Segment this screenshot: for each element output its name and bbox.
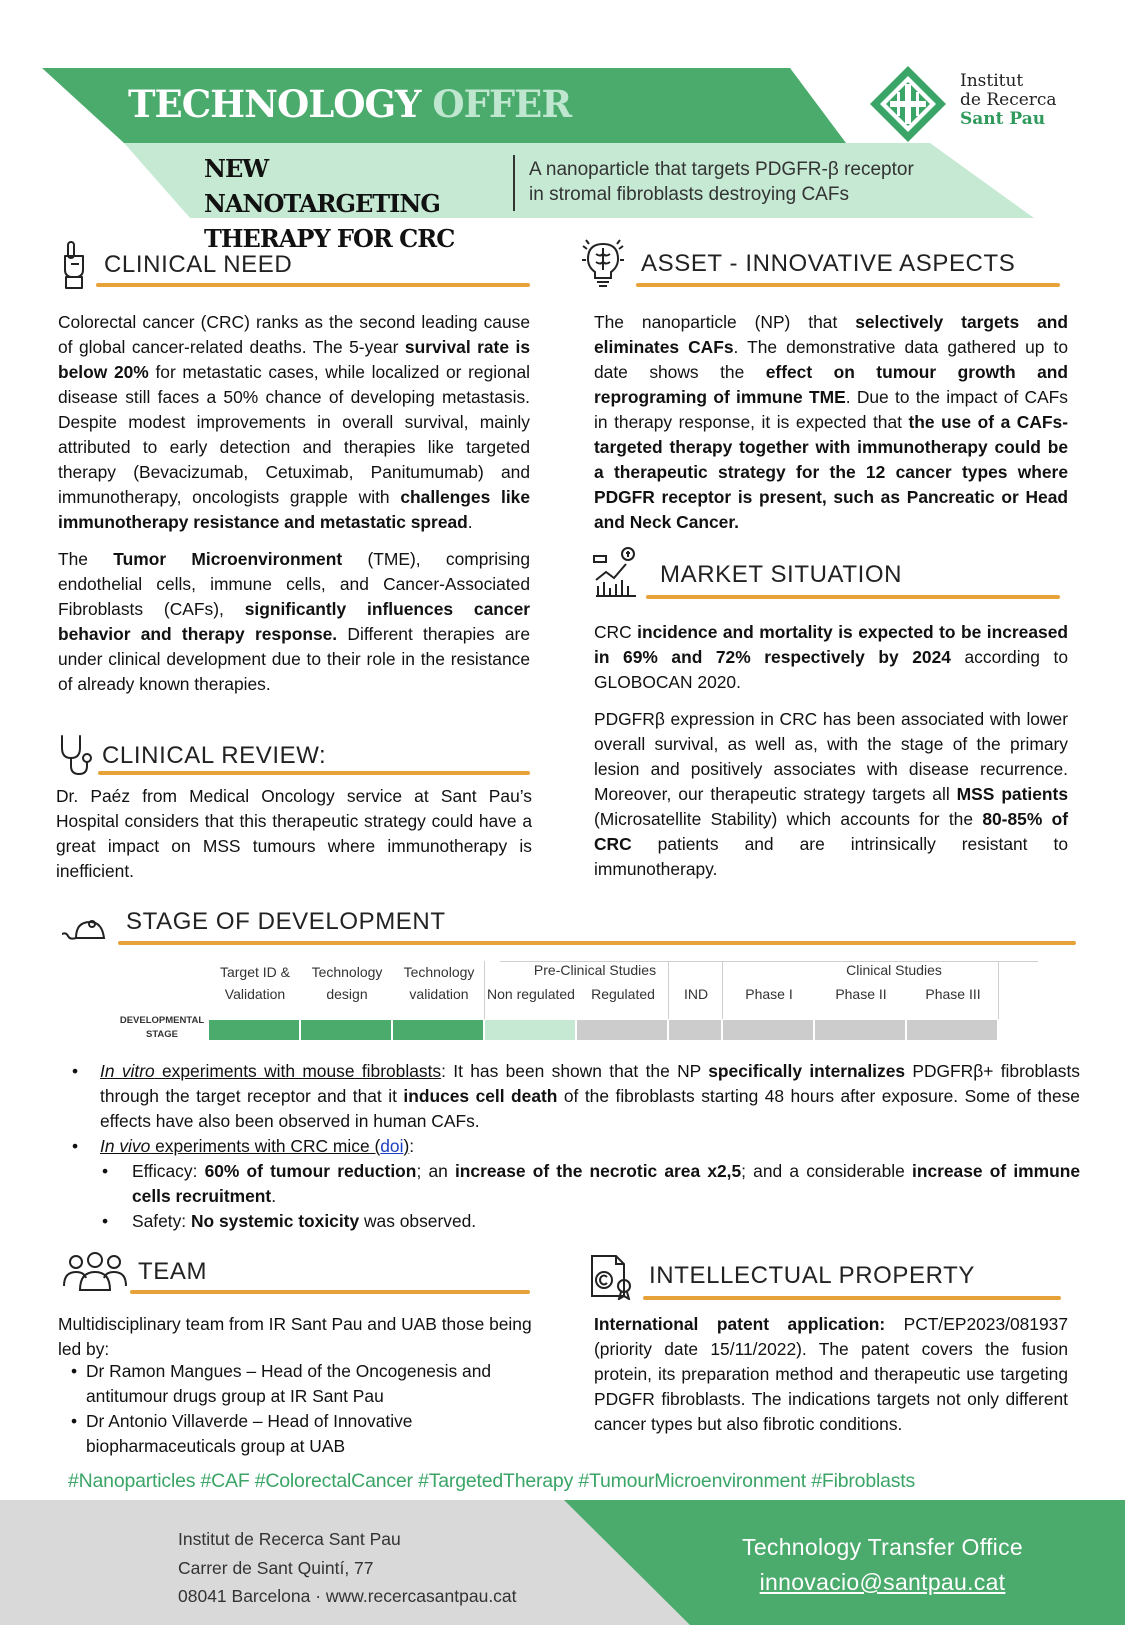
stage-progress-cell <box>669 1020 721 1040</box>
footer-address: Institut de Recerca Sant Pau Carrer de Sant Quintí, 77 08041 Barcelona · www.recercasantpau.cat <box>178 1525 517 1611</box>
stage-column-label: Phase III <box>925 986 981 1002</box>
website-link[interactable]: 08041 Barcelona · www.recercasantpau.cat <box>178 1586 517 1606</box>
stage-progress-cell <box>393 1020 483 1040</box>
ip-p1: International patent application: PCT/EP2023/081937 (priority date 15/11/2022). The patent covers the fusion protein, its preparation method and therapeutic use targeting PDGFR fibroblasts. The indications targets not only different cancer types but also fibrotic conditions. <box>594 1314 1068 1434</box>
stage-rule <box>118 941 1076 945</box>
asset-p1: The nanoparticle (NP) that selectively targets and eliminates CAFs. The demonstrative data gathered up to date shows the effect on tumour growth and reprograming of immune TME. Due to the impact of CAFs in therapy response, it is expected that the use of a CAFs-targeted therapy together with immunotherapy could be a therapeutic strategy for the 12 cancer types where PDGFR receptor is present, such as Pancreatic or Head and Neck Cancer. <box>594 312 1069 532</box>
brain-bulb-icon <box>580 238 626 288</box>
stage-heading: STAGE OF DEVELOPMENT <box>126 908 446 935</box>
ip-rule <box>643 1296 1061 1300</box>
stage-progress-cell <box>907 1020 997 1040</box>
team-intro: Multidisciplinary team from IR Sant Pau and UAB those being led by: <box>58 1314 532 1359</box>
stage-evidence-list <box>70 1059 1080 1234</box>
team-rule <box>130 1290 530 1294</box>
stage-group-divider <box>722 961 723 1019</box>
clinical-review-heading: CLINICAL REVIEW: <box>102 742 327 769</box>
stage-group-divider <box>668 961 669 1019</box>
list-item: • In vitro experiments with mouse fibroblasts: It has been shown that the NP specifically internalizes PDGFRβ+ fibroblasts through the target receptor and that it induces cell death of the fibroblasts starting 48 hours after exposure. Some of these effects have also been observed in human CAFs. <box>70 1059 1080 1134</box>
office-name: Technology Transfer Office <box>742 1534 1023 1560</box>
clinical-review-text <box>56 784 532 884</box>
stethoscope-icon <box>58 734 94 776</box>
stage-column-label: Technology design <box>311 964 383 1002</box>
team-heading: TEAM <box>138 1258 208 1285</box>
subtitle-divider <box>513 155 515 211</box>
hashtags: #Nanoparticles #CAF #ColorectalCancer #TargetedTherapy #TumourMicroenvironment #Fibroblasts <box>68 1470 916 1492</box>
market-chart-icon <box>592 546 638 598</box>
sant-pau-logo-icon <box>868 64 948 144</box>
technology-summary: A nanoparticle that targets PDGFR-β receptor in stromal fibroblasts destroying CAFs <box>529 159 914 205</box>
stage-group-divider <box>484 961 485 1019</box>
clinical-need-heading: CLINICAL NEED <box>104 251 293 278</box>
stage-group-divider <box>998 961 999 1019</box>
stage-progress-cell <box>815 1020 905 1040</box>
team-member: • Dr Ramon Mangues – Head of the Oncogenesis and antitumour drugs group at IR Sant Pau <box>68 1359 538 1409</box>
list-item: • Efficacy: 60% of tumour reduction; an increase of the necrotic area x2,5; and a considerable increase of immune cells recruitment. <box>70 1159 1080 1209</box>
market-p2: PDGFRβ expression in CRC has been associated with lower overall survival, as well as, with the stage of the primary lesion and positively associates with disease recurrence. Moreover, our therapeutic strategy targets all MSS patients (Microsatellite Stability) which accounts for the 80-85% of CRC patients and are intrinsically resistant to immunotherapy. <box>594 709 1069 879</box>
stage-column-label: Regulated <box>591 986 655 1002</box>
stage-progress-cell <box>485 1020 575 1040</box>
stage-column-label: Phase II <box>835 986 887 1002</box>
market-p1: CRC incidence and mortality is expected to be increased in 69% and 72% respectively by 2024 according to GLOBOCAN 2020. <box>594 622 1068 692</box>
asset-heading: ASSET - INNOVATIVE ASPECTS <box>641 250 1016 277</box>
market-rule <box>646 595 1060 599</box>
page-title: TECHNOLOGY OFFER <box>128 82 572 126</box>
clinical-need-rule <box>96 283 530 287</box>
clinical-group-label: Clinical Studies <box>846 962 942 978</box>
stage-column-label: Non regulated <box>487 986 575 1002</box>
ip-text <box>594 1312 1068 1437</box>
institution-logo-text: Institut de Recerca Sant Pau <box>960 71 1057 129</box>
raised-hand-icon <box>60 240 88 290</box>
asset-text <box>594 310 1068 535</box>
stage-column-label: Technology validation <box>403 964 475 1002</box>
clinical-review-p1: Dr. Paéz from Medical Oncology service at Sant Pau’s Hospital considers that this therapeutic strategy could have a great impact on MSS tumours where immunotherapy is inefficient. <box>56 786 532 881</box>
doi-link[interactable]: doi <box>380 1136 404 1156</box>
footer-contact <box>700 1530 1065 1600</box>
stage-progress-cell <box>209 1020 299 1040</box>
asset-rule <box>636 283 1060 287</box>
team-member: • Dr Antonio Villaverde – Head of Innovative biopharmaceuticals group at UAB <box>68 1409 538 1459</box>
stage-progress-cell <box>577 1020 667 1040</box>
development-stage-table <box>112 961 1040 1041</box>
ip-heading: INTELLECTUAL PROPERTY <box>649 1262 976 1289</box>
technology-name: NEW NANOTARGETING THERAPY FOR CRC <box>204 154 455 253</box>
clinical-need-text <box>58 310 530 697</box>
list-item: • In vivo experiments with CRC mice (doi): <box>70 1134 1080 1159</box>
stage-progress-cell <box>301 1020 391 1040</box>
stage-progress-cell <box>723 1020 813 1040</box>
clinical-need-p2: The Tumor Microenvironment (TME), comprising endothelial cells, immune cells, and Cancer-Associated Fibroblasts (CAFs), significantly influences cancer behavior and therapy response. Different therapies are under clinical development due to their role in the resistance of already known therapies. <box>58 549 531 694</box>
email-link[interactable]: innovacio@santpau.cat <box>759 1569 1006 1595</box>
clinical-review-rule <box>98 771 530 775</box>
team-members-list <box>68 1359 538 1459</box>
mouse-icon <box>62 918 106 942</box>
stage-row-label: DEVELOPMENTAL STAGE <box>119 1015 205 1040</box>
clinical-need-p1: Colorectal cancer (CRC) ranks as the second leading cause of global cancer-related deaths. The 5-year survival rate is below 20% for metastatic cases, while localized or regional disease still faces a 50% chance of developing metastasis. Despite modest improvements in overall survival, mainly attributed to early detection and therapies like targeted therapy (Bevacizumab, Cetuximab, Panitumumab) and immunotherapy, oncologists grapple with challenges like immunotherapy resistance and metastatic spread. <box>58 312 531 532</box>
team-people-icon <box>62 1252 128 1292</box>
stage-column-label: Target ID & Validation <box>219 964 291 1002</box>
preclinical-group-label: Pre-Clinical Studies <box>533 962 657 978</box>
market-text <box>594 620 1068 882</box>
list-item: • Safety: No systemic toxicity was observed. <box>70 1209 1080 1234</box>
stage-column-label: IND <box>683 986 709 1002</box>
market-heading: MARKET SITUATION <box>660 561 903 588</box>
stage-column-label: Phase I <box>745 986 793 1002</box>
patent-document-icon <box>588 1254 634 1300</box>
